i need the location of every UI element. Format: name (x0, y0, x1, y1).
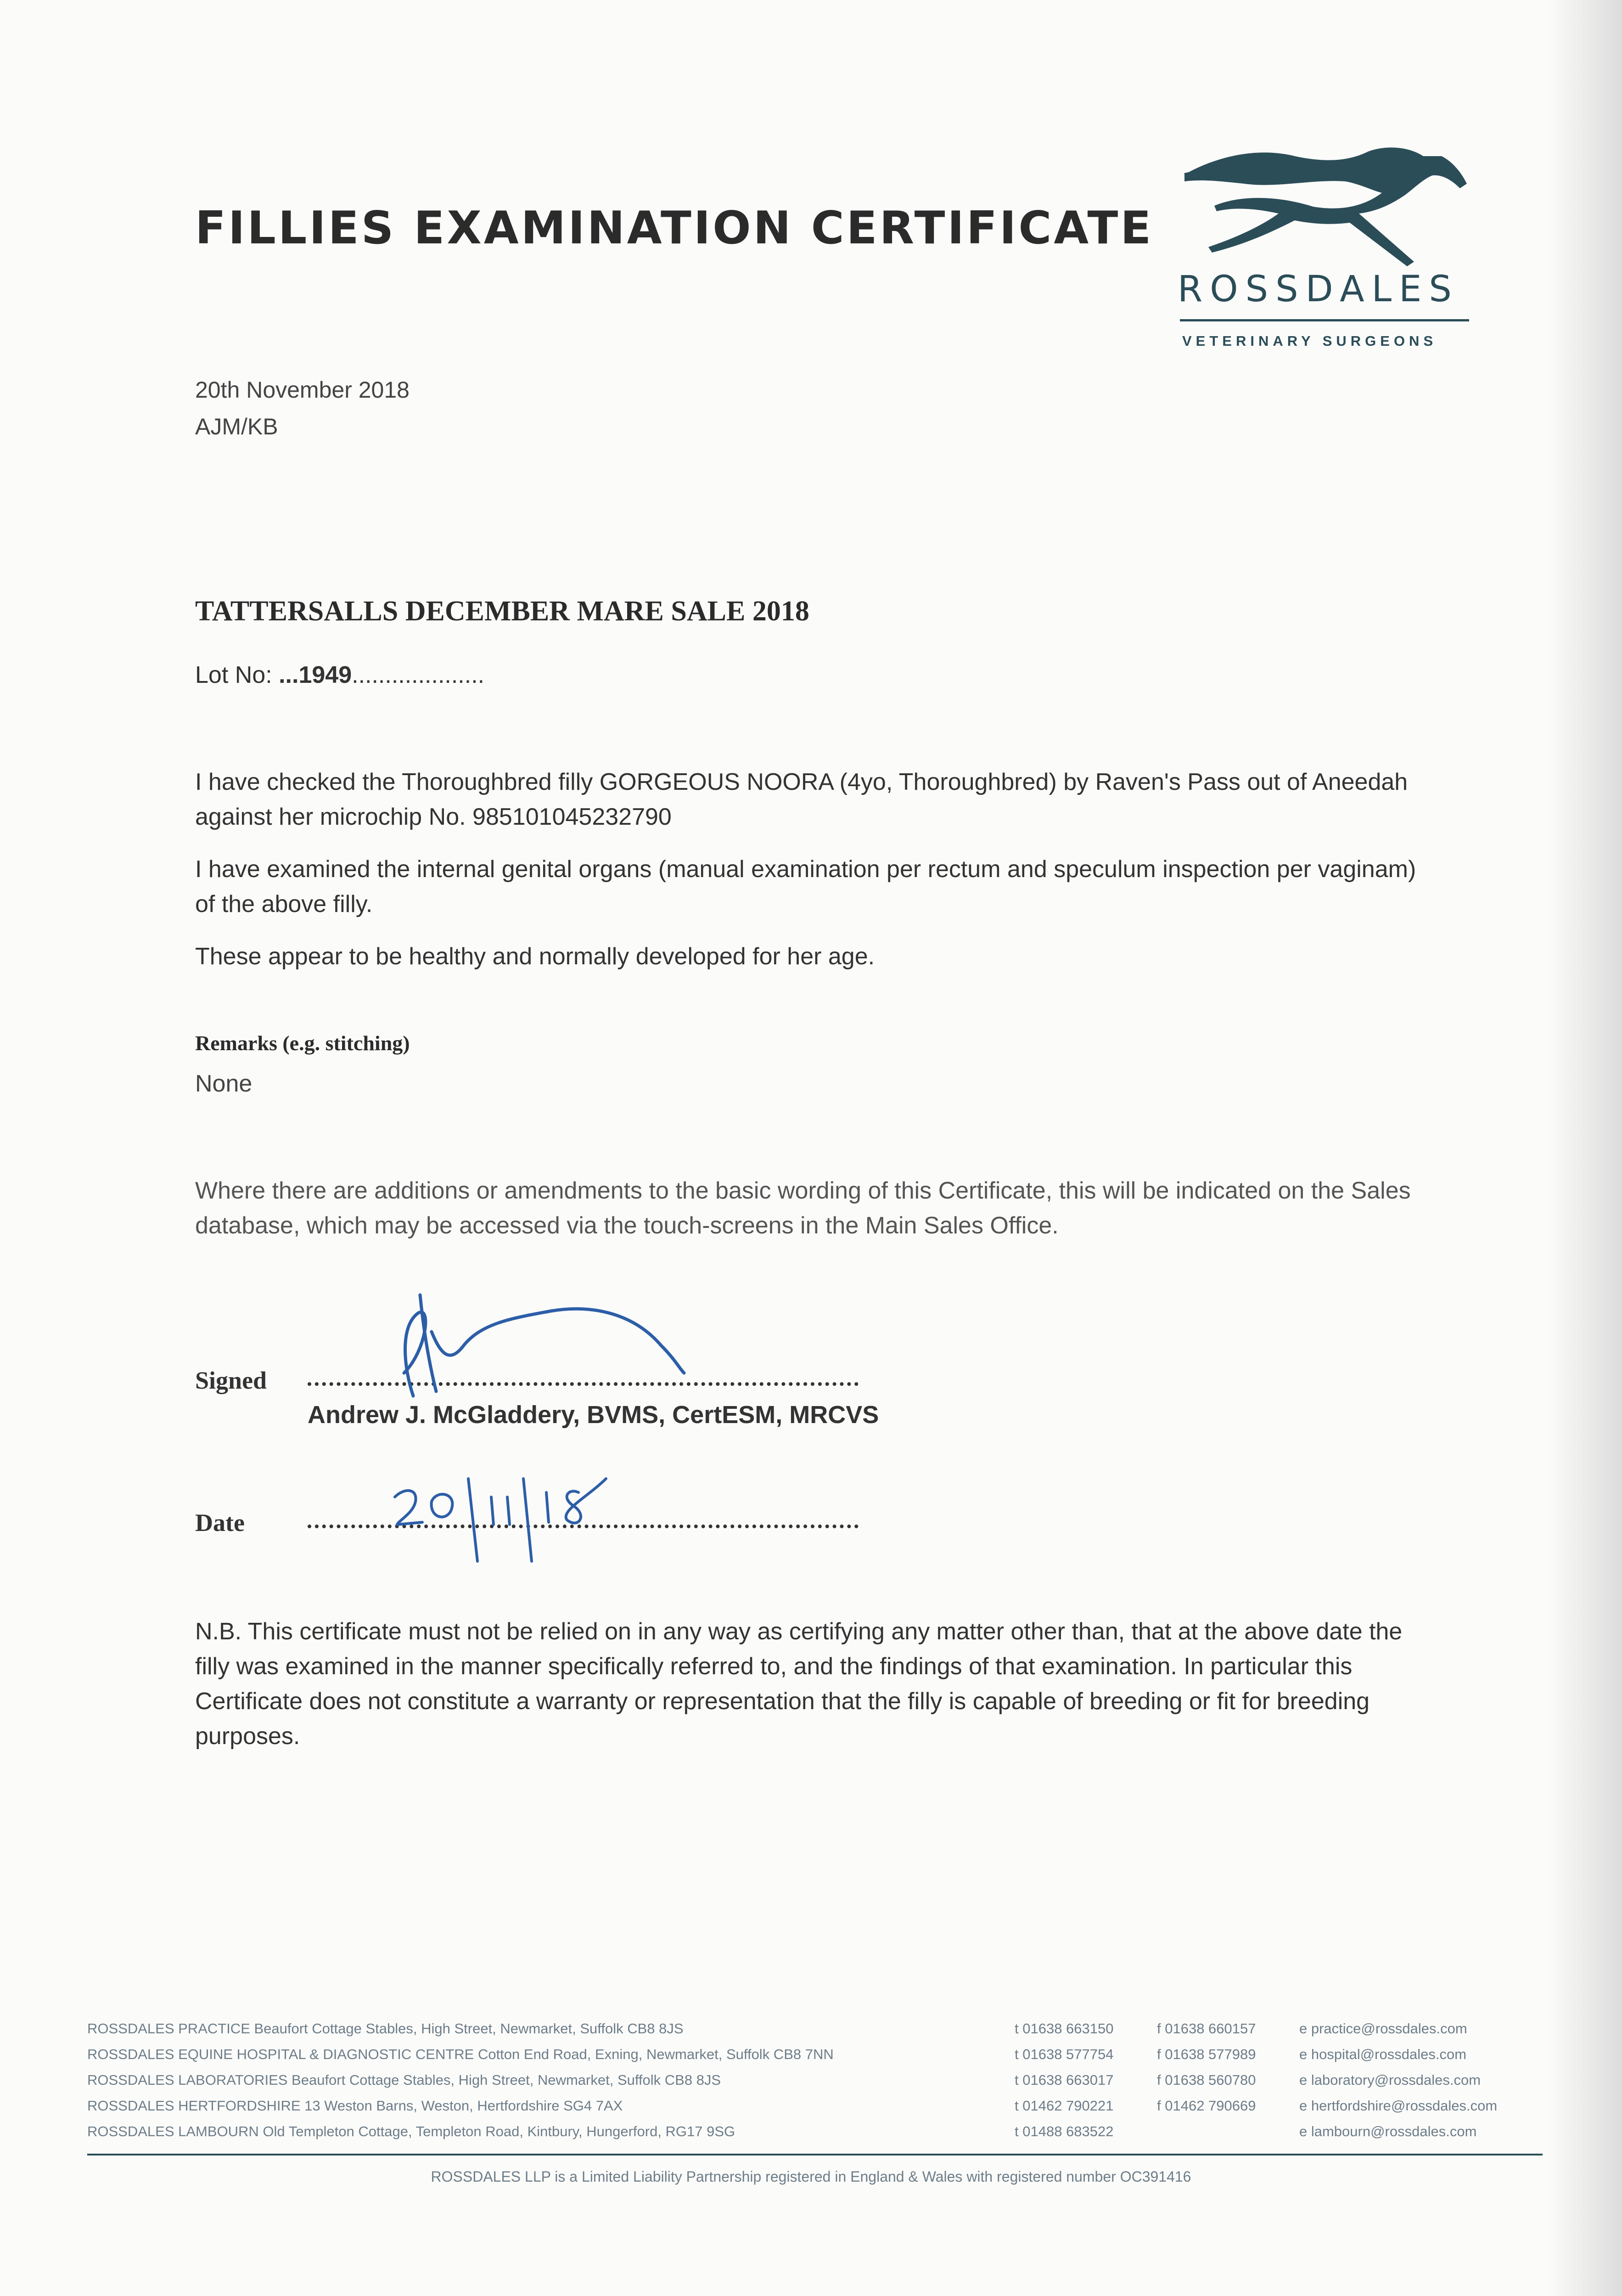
handwritten-date (386, 1469, 670, 1570)
footer-legal: ROSSDALES LLP is a Limited Liability Partnership registered in England & Wales with registered number OC391416 (431, 2168, 1191, 2185)
paragraph-examination: I have examined the internal genital organs (manual examination per rectum and speculum inspection per vaginam) of the above filly. (195, 856, 1416, 917)
office-email: e lambourn@rossdales.com (1299, 2123, 1477, 2139)
office-phone: t 01638 663017 (1015, 2072, 1114, 2088)
office-phone: t 01638 577754 (1015, 2046, 1114, 2062)
office-email: e hospital@rossdales.com (1299, 2046, 1467, 2062)
page-shadow (1549, 0, 1622, 2296)
footer-office-row (87, 2098, 1543, 2123)
office-phone: t 01488 683522 (1015, 2123, 1114, 2139)
letter-date: 20th November 2018 (195, 377, 410, 403)
office-fax: f 01638 660157 (1157, 2020, 1256, 2037)
office-name: ROSSDALES PRACTICE Beaufort Cottage Stables, High Street, Newmarket, Suffolk CB8 8JS (87, 2020, 684, 2037)
paragraph-findings: These appear to be healthy and normally developed for her age. (195, 943, 875, 970)
horse-logo-icon (1175, 138, 1478, 358)
office-email: e hertfordshire@rossdales.com (1299, 2098, 1498, 2114)
paragraph-identity: I have checked the Thoroughbred filly GORGEOUS NOORA (4yo, Thoroughbred) by Raven's Pass out of Aneedah against her microchip No. 985101045232790 (195, 769, 1408, 830)
office-fax: f 01462 790669 (1157, 2098, 1256, 2114)
remarks-value: None (195, 1070, 253, 1097)
lot-number: 1949 (298, 662, 352, 688)
office-name: ROSSDALES EQUINE HOSPITAL & DIAGNOSTIC CENTRE Cotton End Road, Exning, Newmarket, Suffolk CB8 7NN (87, 2046, 834, 2062)
office-email: e practice@rossdales.com (1299, 2020, 1467, 2037)
signer-name: Andrew J. McGladdery, BVMS, CertESM, MRCVS (308, 1401, 879, 1429)
lot-number-line (195, 661, 484, 689)
footer-office-row (87, 2123, 1543, 2149)
certificate-title: FILLIES EXAMINATION CERTIFICATE (195, 202, 1154, 254)
office-phone: t 01462 790221 (1015, 2098, 1114, 2114)
signed-label: Signed (195, 1367, 267, 1394)
amendment-notice: Where there are additions or amendments to the basic wording of this Certificate, this will be indicated on the Sales database, which may be accessed via the touch-screens in the Main Sales Office. (195, 1177, 1411, 1239)
footer-office-row (87, 2046, 1543, 2072)
logo-wordmark: ROSSDALES (1178, 269, 1459, 310)
handwritten-signature (376, 1286, 753, 1414)
footer-divider (87, 2154, 1543, 2155)
remarks-label: Remarks (e.g. stitching) (195, 1031, 410, 1055)
lot-prefix-dots: ... (279, 662, 299, 688)
office-phone: t 01638 663150 (1015, 2020, 1114, 2037)
office-email: e laboratory@rossdales.com (1299, 2072, 1481, 2088)
office-name: ROSSDALES HERTFORDSHIRE 13 Weston Barns, Weston, Hertfordshire SG4 7AX (87, 2098, 623, 2114)
lot-suffix-dots: .................... (352, 662, 485, 688)
footer-office-row (87, 2072, 1543, 2098)
footer-office-row (87, 2020, 1543, 2046)
office-fax: f 01638 560780 (1157, 2072, 1256, 2088)
lot-label: Lot No: (195, 662, 272, 688)
logo-divider (1180, 319, 1469, 321)
date-label: Date (195, 1509, 245, 1536)
disclaimer: N.B. This certificate must not be relied on in any way as certifying any matter other than, that at the above date the filly was examined in the manner specifically referred to, and the findings of that examination. In particular this Certificate does not constitute a warranty or representation that the filly is capable of breeding or fit for breeding purposes. (195, 1618, 1403, 1750)
handwritten-date-value (386, 1469, 387, 1470)
office-fax: f 01638 577989 (1157, 2046, 1256, 2062)
reference: AJM/KB (195, 414, 278, 439)
office-name: ROSSDALES LABORATORIES Beaufort Cottage Stables, High Street, Newmarket, Suffolk CB8 8JS (87, 2072, 721, 2088)
logo-subtitle: VETERINARY SURGEONS (1182, 333, 1437, 349)
office-name: ROSSDALES LAMBOURN Old Templeton Cottage, Templeton Road, Kintbury, Hungerford, RG17 9SG (87, 2123, 735, 2139)
sale-title: TATTERSALLS DECEMBER MARE SALE 2018 (195, 596, 809, 627)
